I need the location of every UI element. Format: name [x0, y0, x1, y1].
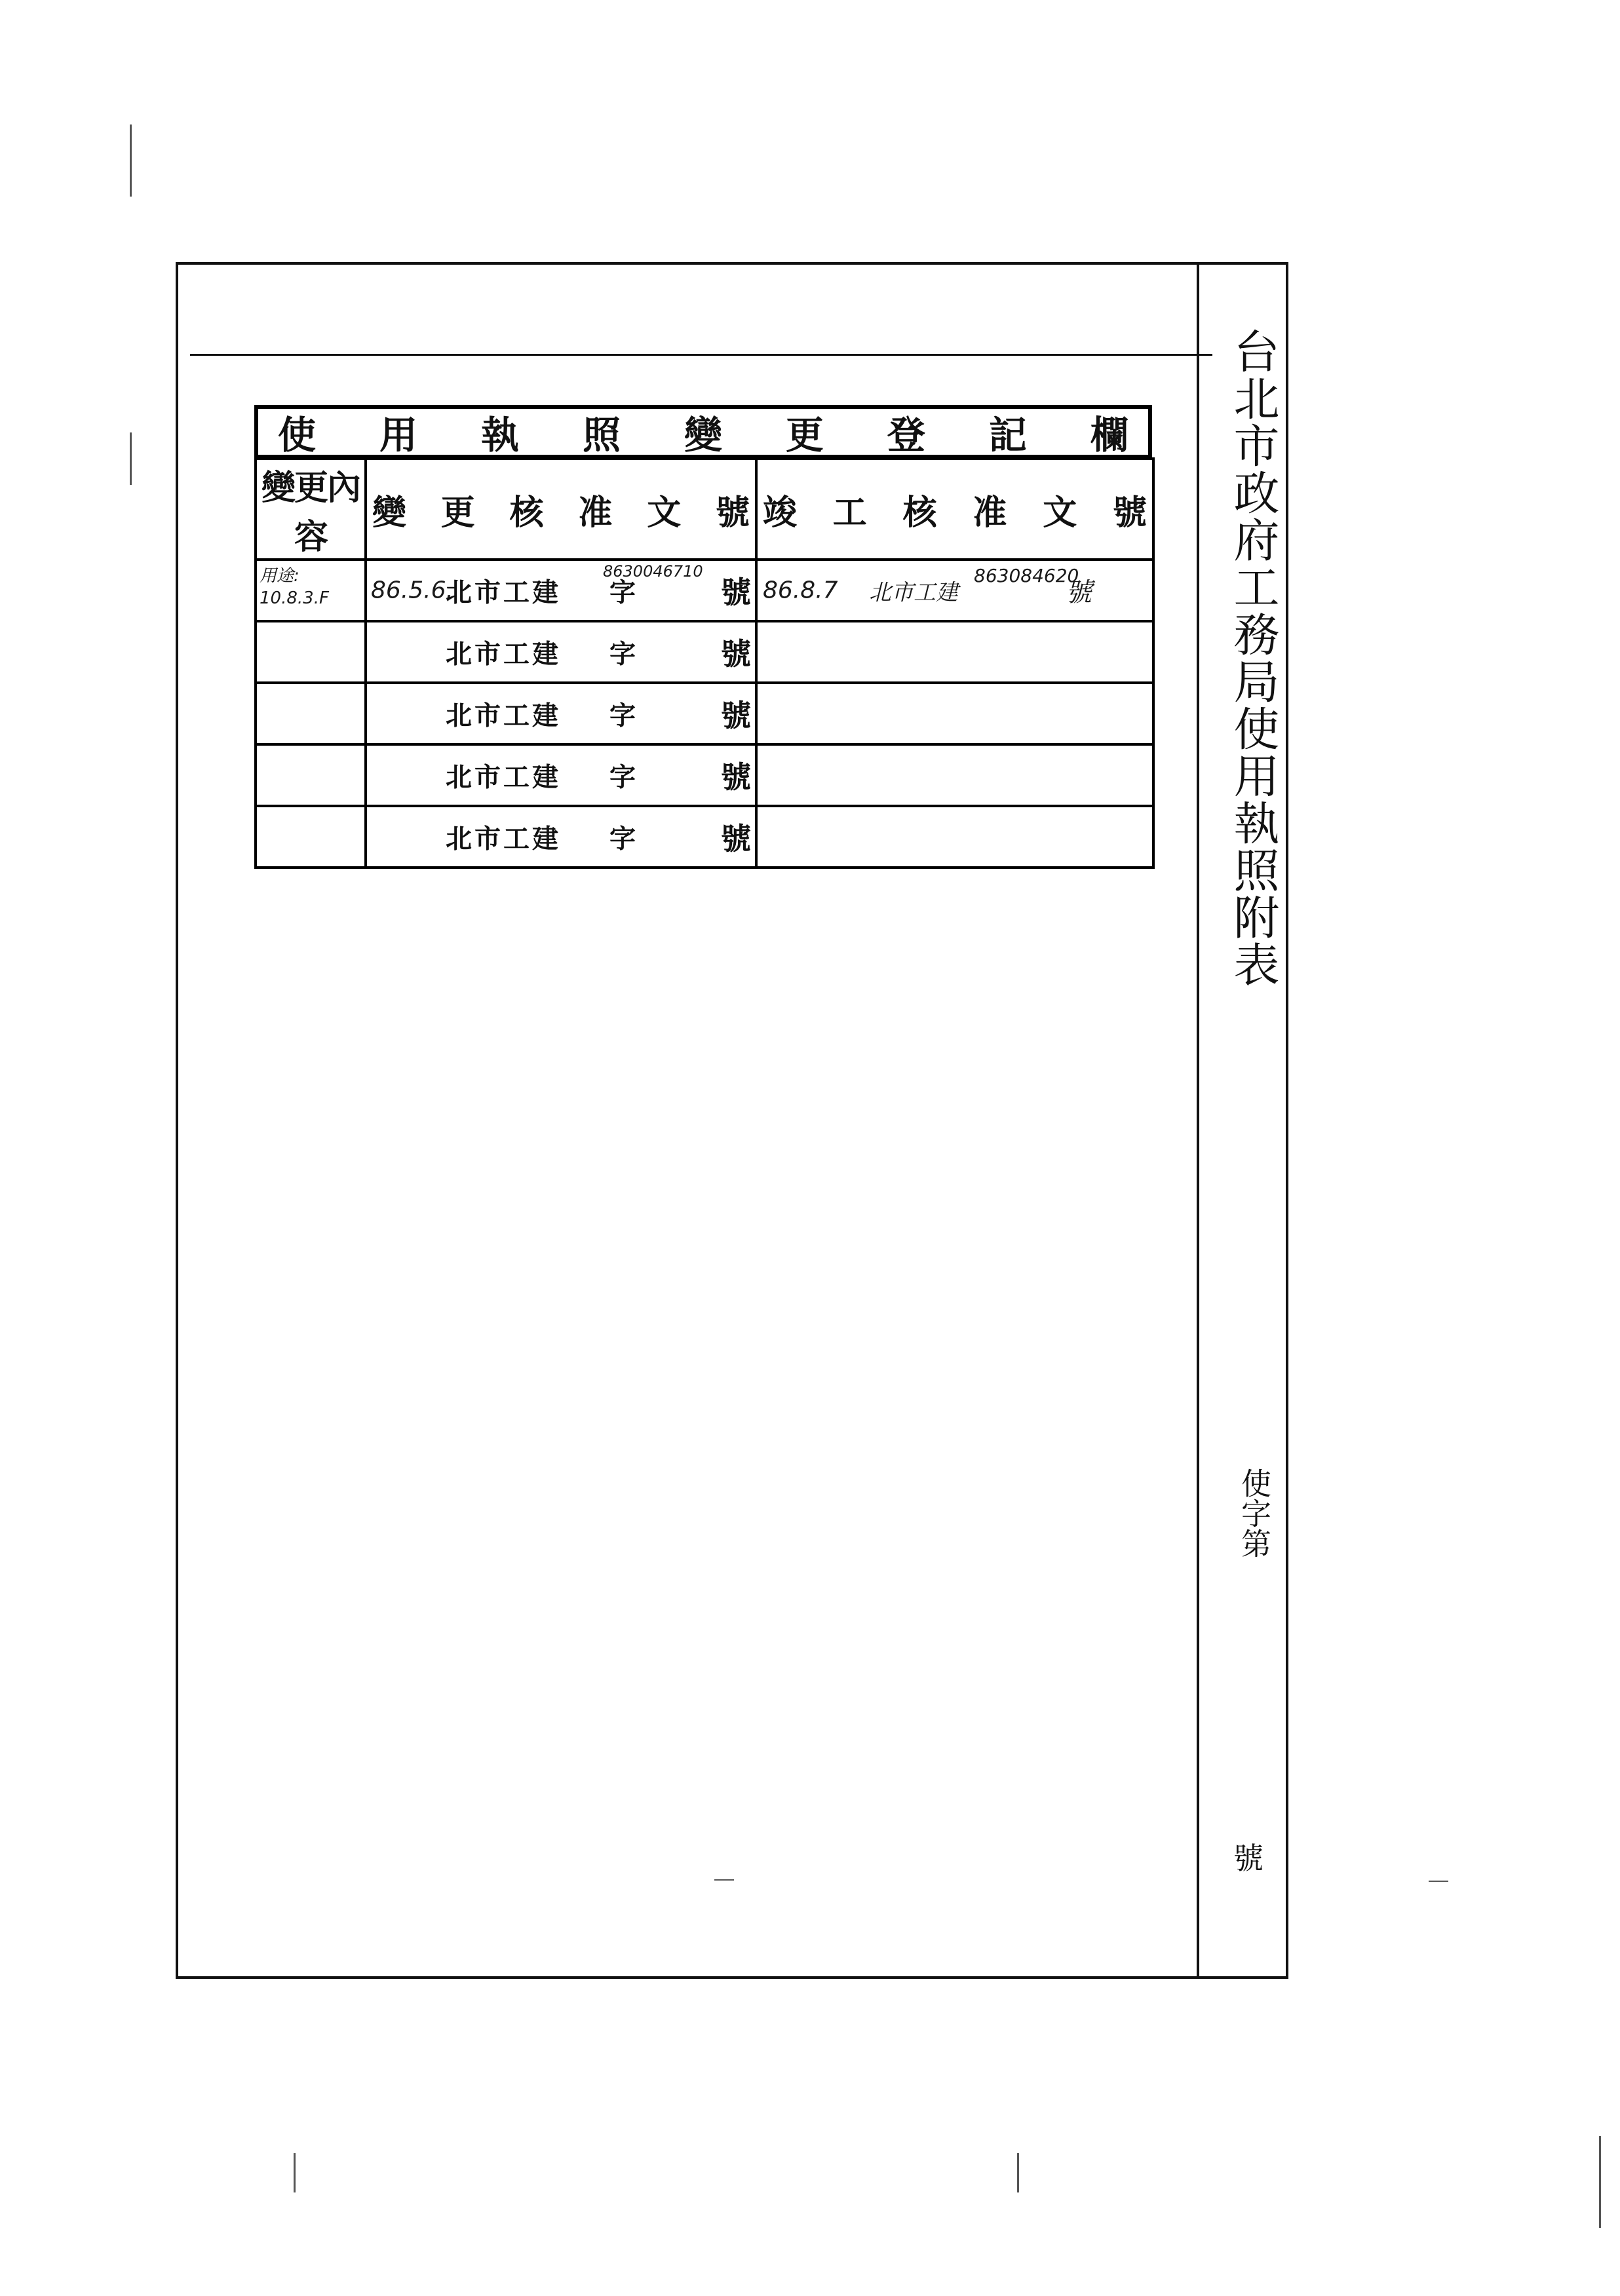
content-cell: [256, 683, 366, 744]
handwritten-completion-tail: 號: [1066, 577, 1092, 608]
title-char: 記: [988, 413, 1027, 457]
license-number-prefix: 使字第: [1237, 1468, 1272, 1558]
stamp-title: [254, 405, 1152, 457]
zi-label: 字: [609, 638, 636, 670]
content-cell: [256, 744, 366, 806]
change-registration-stamp: [254, 405, 1152, 856]
handwritten-change-docno: 8630046710: [603, 562, 703, 581]
title-char: 照: [582, 413, 621, 457]
table-row: [256, 806, 1153, 868]
office-label: 北市工建: [446, 577, 561, 608]
title-char: 登: [887, 413, 925, 457]
hao-label: 號: [721, 759, 751, 795]
completion-no-cell: [756, 560, 1153, 621]
table-row: [256, 683, 1153, 744]
header-char: 更: [440, 492, 475, 533]
completion-no-cell: [756, 806, 1153, 868]
header-char: 竣: [763, 492, 798, 533]
content-cell: [256, 621, 366, 683]
completion-no-cell: [756, 621, 1153, 683]
zi-label: 字: [609, 577, 636, 608]
header-change-approval-no: [366, 459, 756, 560]
handwritten-change-date: 86.5.6.: [371, 577, 453, 604]
zi-label: 字: [609, 761, 636, 793]
hao-label: 號: [721, 636, 751, 672]
scan-mark: [130, 432, 132, 485]
header-char: 號: [1112, 492, 1147, 533]
table-row: [256, 744, 1153, 806]
form-title: 台北市政府工務局使用執照附表: [1226, 328, 1280, 988]
content-cell: [256, 560, 366, 621]
header-char: 核: [902, 492, 937, 533]
title-char: 欄: [1090, 413, 1128, 457]
completion-no-cell: [756, 744, 1153, 806]
header-char: 文: [647, 492, 682, 533]
title-char: 執: [480, 413, 519, 457]
hao-label: 號: [721, 698, 751, 733]
header-content: 變更內容: [256, 459, 366, 560]
table-row: [256, 560, 1153, 621]
scan-mark: [714, 1879, 734, 1881]
handwritten-content: 用途: 10.8.3.F: [260, 566, 329, 608]
office-label: 北市工建: [446, 700, 561, 731]
change-no-cell: [366, 744, 756, 806]
scan-mark: [1429, 1881, 1448, 1882]
handwritten-completion-office: 北市工建: [869, 579, 958, 606]
handwritten-completion-docno: 863084620: [974, 565, 1079, 586]
title-char: 用: [379, 413, 417, 457]
change-no-cell: [366, 621, 756, 683]
office-label: 北市工建: [446, 761, 561, 793]
hao-label: 號: [721, 575, 751, 610]
title-char: 更: [785, 413, 824, 457]
hao-label: 號: [721, 821, 751, 856]
header-char: 號: [715, 492, 750, 533]
scan-mark: [130, 124, 132, 197]
header-char: 文: [1043, 492, 1077, 533]
side-column-divider: [1197, 262, 1199, 1979]
office-label: 北市工建: [446, 823, 561, 854]
header-char: 核: [509, 492, 544, 533]
header-completion-approval-no: [756, 459, 1153, 560]
table-row: [256, 621, 1153, 683]
table-header-row: [256, 459, 1153, 560]
completion-no-cell: [756, 683, 1153, 744]
zi-label: 字: [609, 700, 636, 731]
office-label: 北市工建: [446, 638, 561, 670]
title-char: 變: [684, 413, 722, 457]
license-number-suffix: 號: [1233, 1841, 1263, 1876]
change-no-cell: [366, 560, 756, 621]
content-cell: [256, 806, 366, 868]
header-char: 准: [973, 492, 1007, 533]
header-rule: [190, 354, 1212, 356]
scan-mark: [1017, 2153, 1019, 2192]
change-no-cell: [366, 683, 756, 744]
header-char: 准: [578, 492, 613, 533]
registration-table: [254, 457, 1155, 869]
zi-label: 字: [609, 823, 636, 854]
header-char: 工: [832, 492, 867, 533]
title-char: 使: [278, 413, 317, 457]
scan-mark: [1599, 2136, 1601, 2228]
scan-mark: [294, 2153, 296, 2192]
header-char: 變: [372, 492, 407, 533]
change-no-cell: [366, 806, 756, 868]
handwritten-completion-date: 86.8.7: [763, 577, 838, 604]
